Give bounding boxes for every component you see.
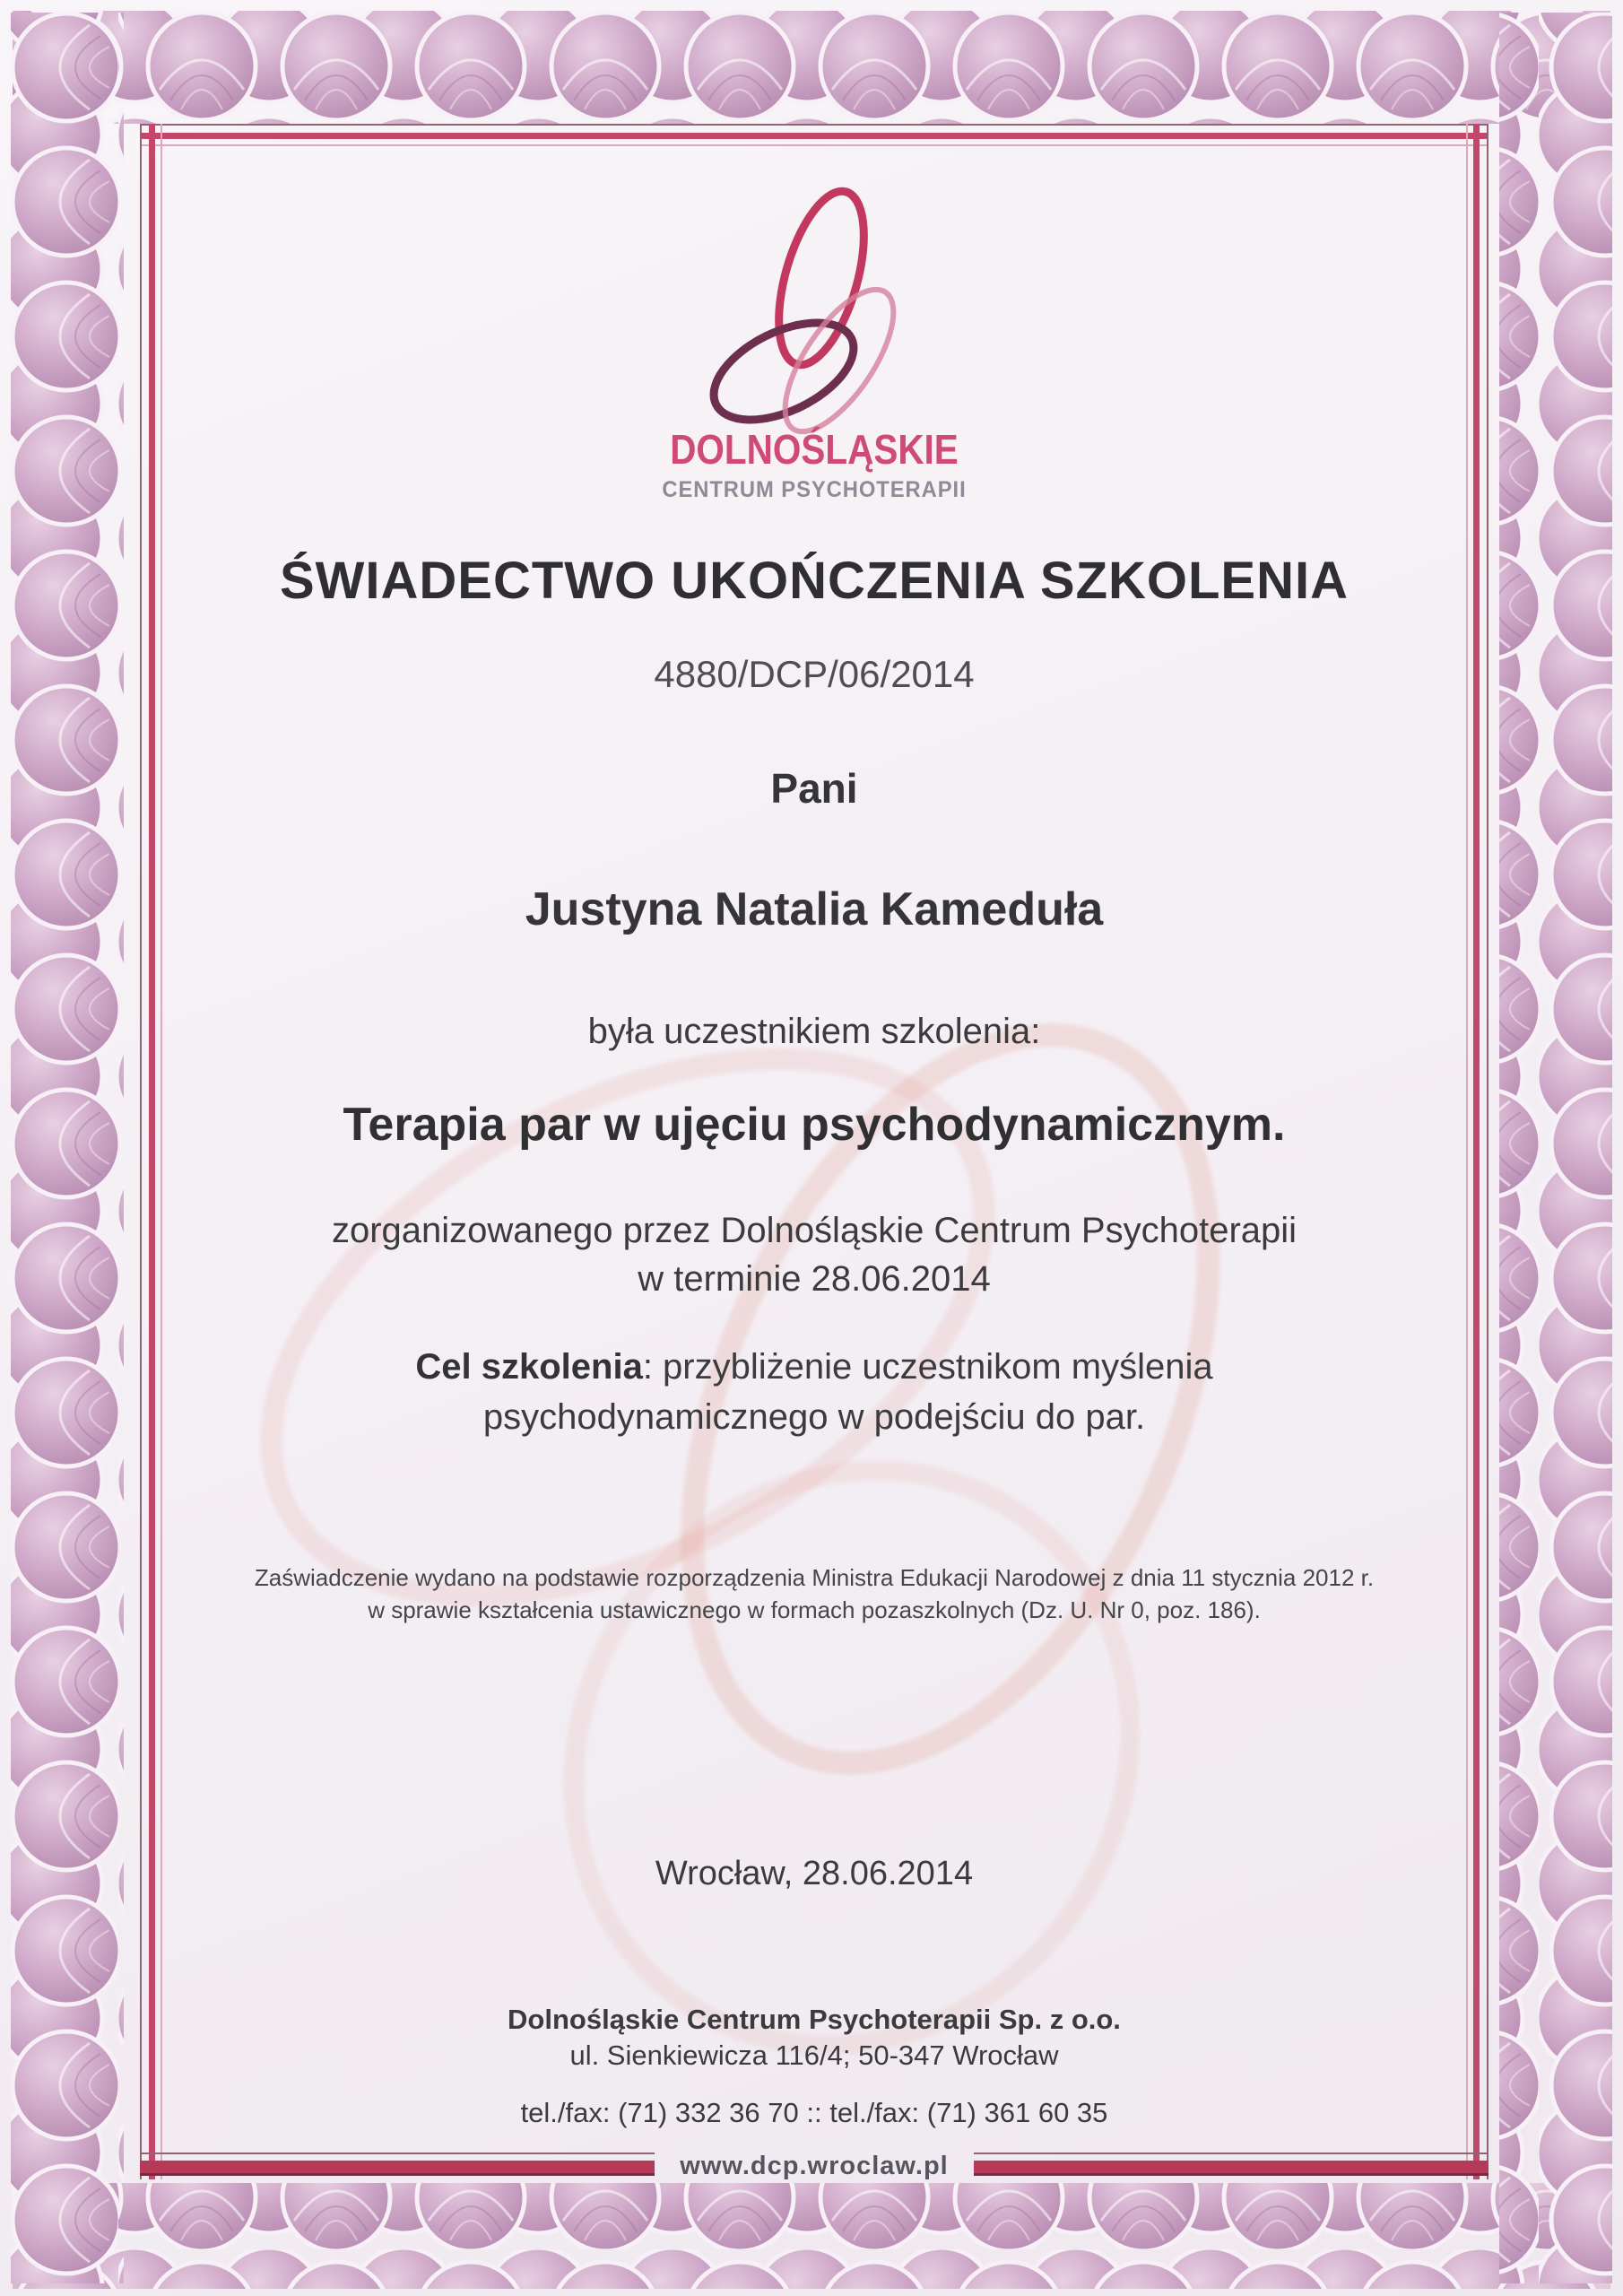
- certificate-title: ŚWIADECTWO UKOŃCZENIA SZKOLENIA: [279, 552, 1350, 610]
- footer-address: ul. Sienkiewicza 116/4; 50-347 Wrocław: [569, 2039, 1059, 2071]
- frame-right-line: [1463, 124, 1488, 2179]
- band-stripe-right: [974, 2152, 1488, 2179]
- footer-company: Dolnośląskie Centrum Psychoterapii Sp. z o.o.: [508, 2004, 1121, 2035]
- website-url: www.dcp.wroclaw.pl: [680, 2151, 949, 2180]
- logo-subtitle: CENTRUM PSYCHOTERAPII: [662, 477, 967, 502]
- band-stripe-left: [140, 2152, 655, 2179]
- footer-phones: tel./fax: (71) 332 36 70 :: tel./fax: (71) 361 60 35: [520, 2097, 1108, 2128]
- organizer-line1: zorganizowanego przez Dolnośląskie Centrum Psychoterapii: [331, 1211, 1298, 1250]
- certificate-content: [165, 149, 1463, 2152]
- course-title: Terapia par w ujęciu psychodynamicznym.: [343, 1099, 1286, 1151]
- frame-top-line: [140, 124, 1488, 149]
- certificate-number: 4880/DCP/06/2014: [654, 653, 975, 695]
- legal-line2: w sprawie kształcenia ustawicznego w formach pozaszkolnych (Dz. U. Nr 0, poz. 186).: [368, 1596, 1261, 1623]
- salutation: Pani: [770, 765, 858, 812]
- legal-line1: Zaświadczenie wydano na podstawie rozporządzenia Ministra Edukacji Narodowej z dnia 11 stycznia 2012 r.: [254, 1564, 1375, 1591]
- frame-left-line: [140, 124, 165, 2179]
- goal-line2: psychodynamicznego w podejściu do par.: [482, 1397, 1146, 1437]
- recipient-name: Justyna Natalia Kameduła: [525, 883, 1104, 935]
- website-band: [140, 2152, 1488, 2179]
- goal-rest: : przybliżenie uczestnikom myślenia: [642, 1347, 1213, 1387]
- organizer-line2: w terminie 28.06.2014: [638, 1259, 991, 1299]
- logo-name: DOLNOŚLĄSKIE: [670, 426, 959, 473]
- place-and-date: Wrocław, 28.06.2014: [655, 1855, 974, 1892]
- goal-line1: [165, 1347, 1463, 1387]
- participation-line: była uczestnikiem szkolenia:: [587, 1012, 1041, 1051]
- logo-flower-icon: [165, 185, 1463, 436]
- goal-label: Cel szkolenia: [415, 1347, 643, 1387]
